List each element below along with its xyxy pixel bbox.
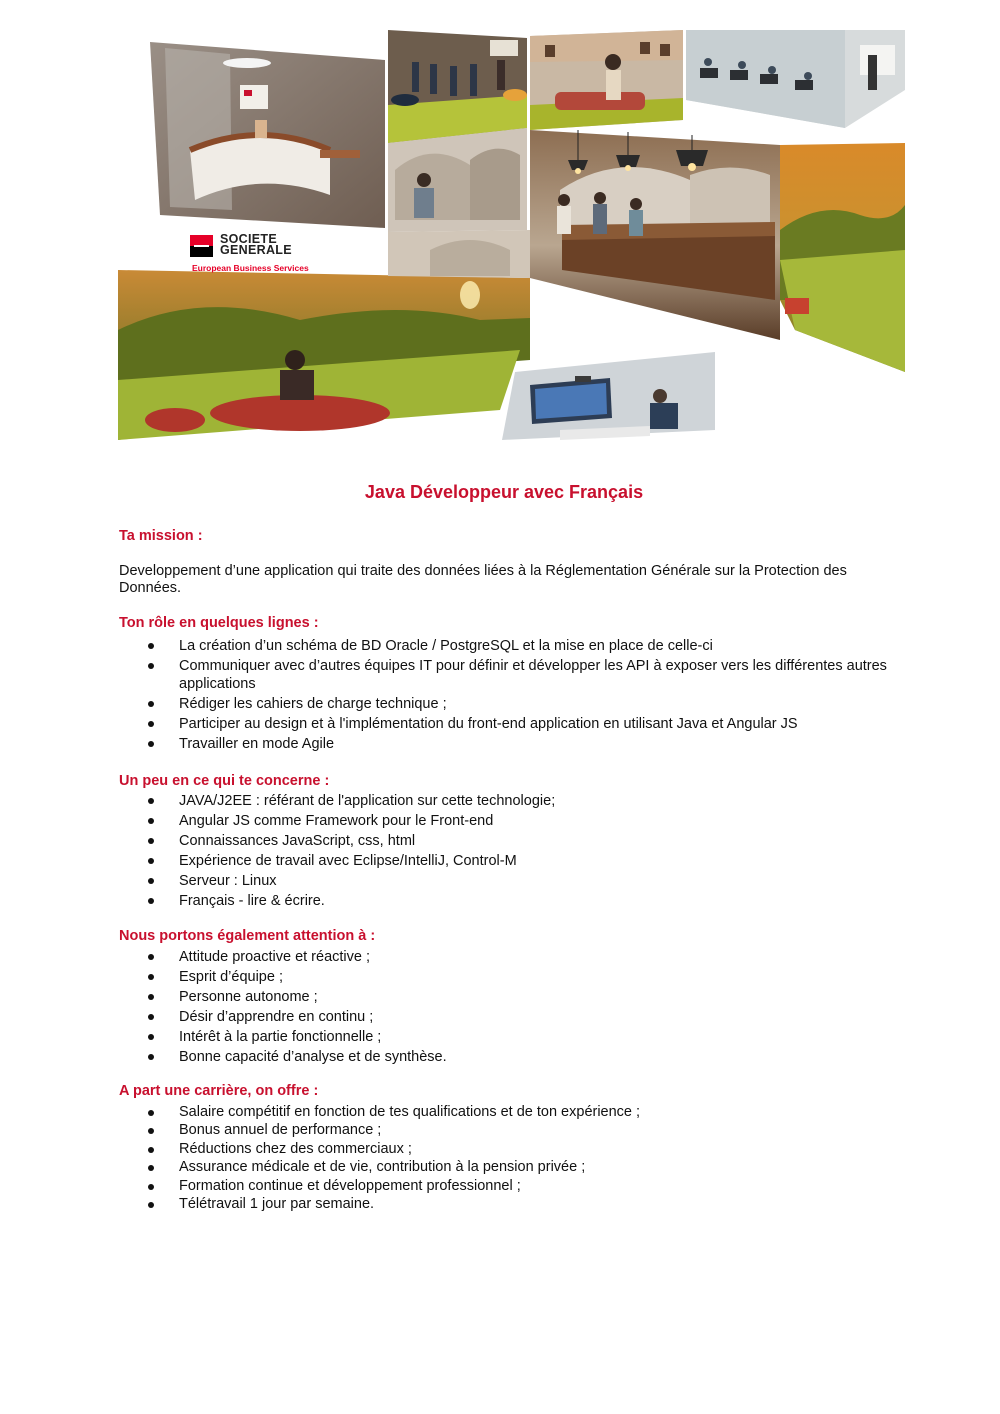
photo-landscape-left (118, 270, 530, 440)
bullet-icon (148, 741, 154, 747)
list-item: La création d’un schéma de BD Oracle / PostgreSQL et la mise en place de celle-ci (119, 637, 889, 655)
bullet-icon (148, 643, 154, 649)
photo-cafe-wall (388, 128, 527, 232)
list-item: Personne autonome ; (119, 988, 889, 1006)
logo-subtitle: European Business Services (192, 263, 309, 273)
profile-list (119, 792, 889, 912)
photo-lounge-sofa (530, 30, 683, 130)
list-item: Serveur : Linux (119, 872, 889, 890)
list-item: Français - lire & écrire. (119, 892, 889, 910)
photo-cafe-strip (388, 230, 530, 278)
bullet-icon (148, 701, 154, 707)
bullet-icon (148, 798, 154, 804)
list-item: Expérience de travail avec Eclipse/IntelliJ, Control-M (119, 852, 889, 870)
attention-heading: Nous portons également attention à : (119, 928, 376, 944)
bullet-icon (148, 878, 154, 884)
offer-list (119, 1104, 889, 1214)
attention-list (119, 948, 889, 1068)
list-item: Travailler en mode Agile (119, 735, 889, 753)
mission-text: Developpement d’une application qui traite des données liées à la Réglementation Générale sur la Protection des Données. (119, 563, 847, 596)
bullet-icon (148, 974, 154, 980)
bullet-icon (148, 994, 154, 1000)
list-item: Connaissances JavaScript, css, html (119, 832, 889, 850)
list-item: Communiquer avec d’autres équipes IT pour définir et développer les API à exposer vers les différentes autres applications (119, 657, 889, 693)
list-item: Attitude proactive et réactive ; (119, 948, 889, 966)
photo-collage (0, 0, 1000, 450)
list-item: Intérêt à la partie fonctionnelle ; (119, 1028, 889, 1046)
bullet-icon (148, 721, 154, 727)
list-item: Salaire compétitif en fonction de tes qualifications et de ton expérience ; (119, 1104, 889, 1121)
role-list (119, 637, 889, 755)
list-item: Rédiger les cahiers de charge technique ; (119, 695, 889, 713)
logo-name: SOCIETE GENERALE (220, 232, 292, 257)
list-item: Esprit d’équipe ; (119, 968, 889, 986)
bullet-icon (148, 1034, 154, 1040)
list-item: Angular JS comme Framework pour le Front-end (119, 812, 889, 830)
bullet-icon (148, 663, 154, 669)
list-item: Bonne capacité d’analyse et de synthèse. (119, 1048, 889, 1066)
photo-landscape-right (780, 143, 905, 372)
bullet-icon (148, 954, 154, 960)
list-item: Formation continue et développement professionnel ; (119, 1178, 889, 1195)
list-item: Bonus annuel de performance ; (119, 1122, 889, 1139)
list-item: Participer au design et à l'implémentation du front-end application en utilisant Java et Angular JS (119, 715, 889, 733)
job-title: Java Développeur avec Français (364, 482, 644, 502)
list-item: Assurance médicale et de vie, contribution à la pension privée ; (119, 1159, 889, 1176)
bullet-icon (148, 898, 154, 904)
bullet-icon (148, 1184, 154, 1190)
logo-mark-icon (190, 235, 213, 257)
bullet-icon (148, 1110, 154, 1116)
list-item: JAVA/J2EE : référant de l'application sur cette technologie; (119, 792, 889, 810)
bullet-icon (148, 1128, 154, 1134)
list-item: Désir d’apprendre en continu ; (119, 1008, 889, 1026)
photo-meeting-room (502, 352, 715, 440)
offer-heading: A part une carrière, on offre : (119, 1083, 319, 1099)
photo-lounge-meeting (388, 30, 527, 143)
bullet-icon (148, 818, 154, 824)
bullet-icon (148, 1202, 154, 1208)
photo-open-space (686, 30, 905, 128)
bullet-icon (148, 1147, 154, 1153)
photo-reception (150, 42, 385, 228)
profile-heading: Un peu en ce qui te concerne : (119, 773, 330, 789)
bullet-icon (148, 858, 154, 864)
bullet-icon (148, 1014, 154, 1020)
mission-heading: Ta mission : (119, 528, 203, 544)
bullet-icon (148, 838, 154, 844)
collage-graphic (0, 0, 1000, 450)
photo-cafe-bar (530, 130, 780, 340)
role-heading: Ton rôle en quelques lignes : (119, 615, 319, 631)
bullet-icon (148, 1054, 154, 1060)
list-item: Réductions chez des commerciaux ; (119, 1141, 889, 1158)
societe-generale-logo (190, 234, 330, 257)
list-item: Télétravail 1 jour par semaine. (119, 1196, 889, 1213)
bullet-icon (148, 1165, 154, 1171)
